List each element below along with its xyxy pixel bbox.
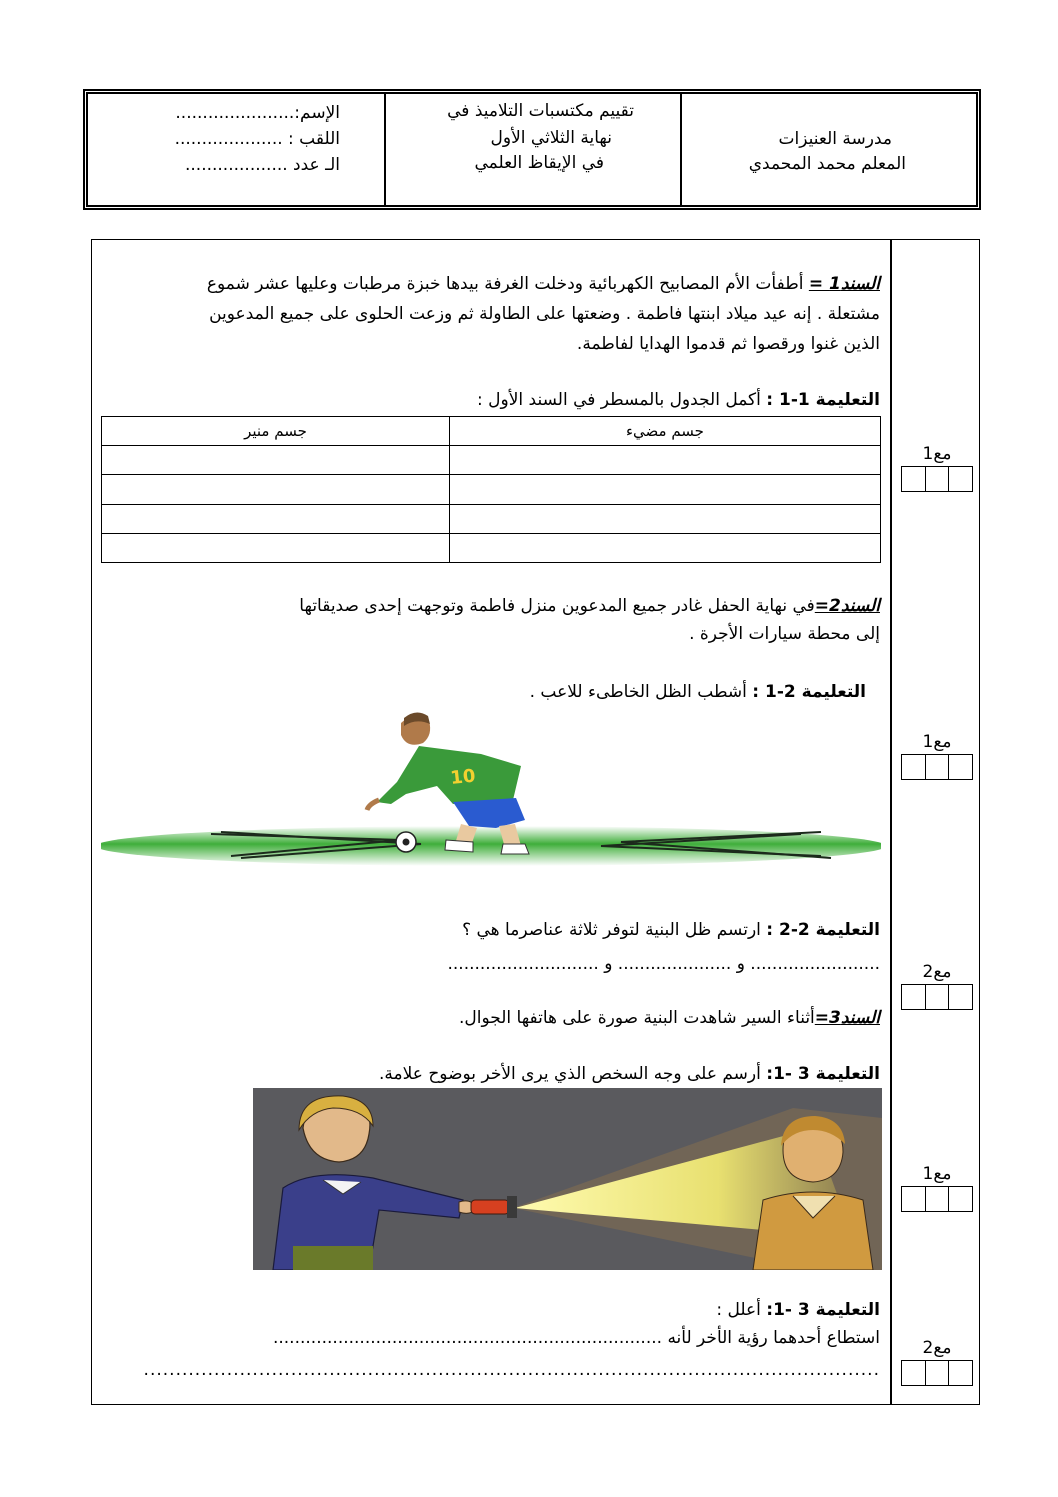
score-column-divider — [890, 239, 892, 1405]
task2-2 — [100, 918, 880, 942]
score-cells[interactable] — [901, 1186, 973, 1212]
task1-1 — [100, 388, 880, 412]
col-header-lit-body: جسم مضيء — [449, 417, 880, 446]
surname-field[interactable]: اللقب : .................... — [174, 129, 340, 149]
title-line-3: في الإيقاظ العلمي — [474, 153, 604, 173]
table-row — [102, 504, 881, 533]
sanad2-label: السند2= — [814, 596, 880, 616]
task1-1-label: التعليمة 1-1 : — [766, 390, 880, 410]
task2-1-text: أشطب الظل الخاطىء للاعب . — [529, 682, 747, 702]
task2-2-answer[interactable]: ........................ و ..................... و ............................ — [447, 954, 880, 974]
sanad3-text: أثناء السير شاهدت البنية صورة على هاتفها الجوال. — [458, 1008, 815, 1028]
school-cell — [682, 94, 976, 205]
table-cell[interactable] — [102, 504, 450, 533]
task2-2-label: التعليمة 2-2 : — [766, 920, 880, 940]
football-icon — [396, 832, 416, 852]
col-header-luminous-body: جسم منير — [102, 417, 450, 446]
score-cells[interactable] — [901, 466, 973, 492]
table-cell[interactable] — [102, 533, 450, 562]
table-cell[interactable] — [102, 475, 450, 504]
task3-1a-text: أرسم على وجه السخص الذي يرى الأخر بوضوح علامة. — [379, 1064, 761, 1084]
table-cell[interactable] — [449, 533, 880, 562]
task3-1b — [100, 1298, 880, 1322]
student-info-cell — [88, 94, 386, 205]
score-label: مع2 — [922, 1338, 952, 1358]
football-player-image — [101, 708, 881, 876]
sanad2-line1 — [100, 594, 880, 618]
teacher-name: المعلم محمد المحمدي — [748, 154, 906, 174]
table-cell[interactable] — [449, 475, 880, 504]
sanad1-line1 — [100, 272, 880, 296]
sanad1-line2: مشتعلة . إنه عيد ميلاد ابنتها فاطمة . وضعتها على الطاولة ثم وزعت الحلوى على جميع المدعوين — [209, 304, 880, 324]
score-box-5 — [901, 1338, 973, 1386]
score-box-3 — [901, 962, 973, 1010]
task3-1a — [100, 1062, 880, 1086]
task3-1a-label: التعليمة 3 -1: — [766, 1064, 880, 1084]
score-label: مع2 — [922, 962, 952, 982]
sanad3 — [100, 1006, 880, 1030]
sanad1-label: السند1 = — [808, 274, 880, 294]
task1-1-text: أكمل الجدول بالمسطر في السند الأول : — [477, 390, 761, 410]
score-cells[interactable] — [901, 1360, 973, 1386]
school-name: مدرسة العنيزات — [778, 129, 892, 149]
title-line-2: نهاية الثلاثي الأول — [490, 128, 612, 148]
grass-strip — [101, 826, 881, 866]
table-cell[interactable] — [449, 446, 880, 475]
sanad2-line2: إلى محطة سيارات الأجرة . — [689, 624, 880, 644]
score-box-1 — [901, 444, 973, 492]
table-header-row — [102, 417, 881, 446]
score-cells[interactable] — [901, 984, 973, 1010]
task3-1b-label: التعليمة 3 -1: — [766, 1300, 880, 1320]
sanad2-text-1: في نهاية الحفل غادر جميع المدعوين منزل فاطمة وتوجهت إحدى صديقاتها — [299, 596, 815, 616]
score-cells[interactable] — [901, 754, 973, 780]
score-box-2 — [901, 732, 973, 780]
score-box-4 — [901, 1164, 973, 1212]
task3-1b-text: أعلل : — [716, 1300, 761, 1320]
task2-2-text: ارتسم ظل البنية لتوفر ثلاثة عناصرما هي ؟ — [462, 920, 761, 940]
score-label: مع1 — [922, 1164, 952, 1184]
task2-1-label: التعليمة 2-1 : — [752, 682, 866, 702]
flashlight-scene-image — [253, 1088, 882, 1270]
table-row — [102, 446, 881, 475]
sanad1-text-1: أطفأت الأم المصابيح الكهربائية ودخلت الغرفة بيدها خبزة مرطبات وعليها عشر شموع — [206, 274, 804, 294]
task3-1b-answer-2[interactable]: ................................................................................................................... — [143, 1360, 880, 1380]
task2-1 — [106, 680, 866, 704]
exam-title-cell — [386, 94, 682, 205]
table-row — [102, 533, 881, 562]
sanad3-label: السند3= — [814, 1008, 880, 1028]
sanad1-line3: الذين غنوا ورقصوا ثم قدموا الهدايا لفاطمة. — [576, 334, 880, 354]
classification-table — [101, 416, 881, 563]
score-label: مع1 — [922, 444, 952, 464]
score-label: مع1 — [922, 732, 952, 752]
table-cell[interactable] — [449, 504, 880, 533]
title-line-1: تقييم مكتسبات التلاميذ في — [447, 101, 634, 121]
header-box — [86, 92, 978, 207]
svg-text:10: 10 — [449, 765, 477, 789]
number-field[interactable]: الـ عدد ................... — [184, 155, 340, 175]
name-field[interactable]: الإسم:...................... — [175, 103, 340, 123]
table-row — [102, 475, 881, 504]
task3-1b-answer-1[interactable]: استطاع أحدهما رؤية الأخر لأنه ........................................................................ — [272, 1328, 880, 1348]
table-cell[interactable] — [102, 446, 450, 475]
